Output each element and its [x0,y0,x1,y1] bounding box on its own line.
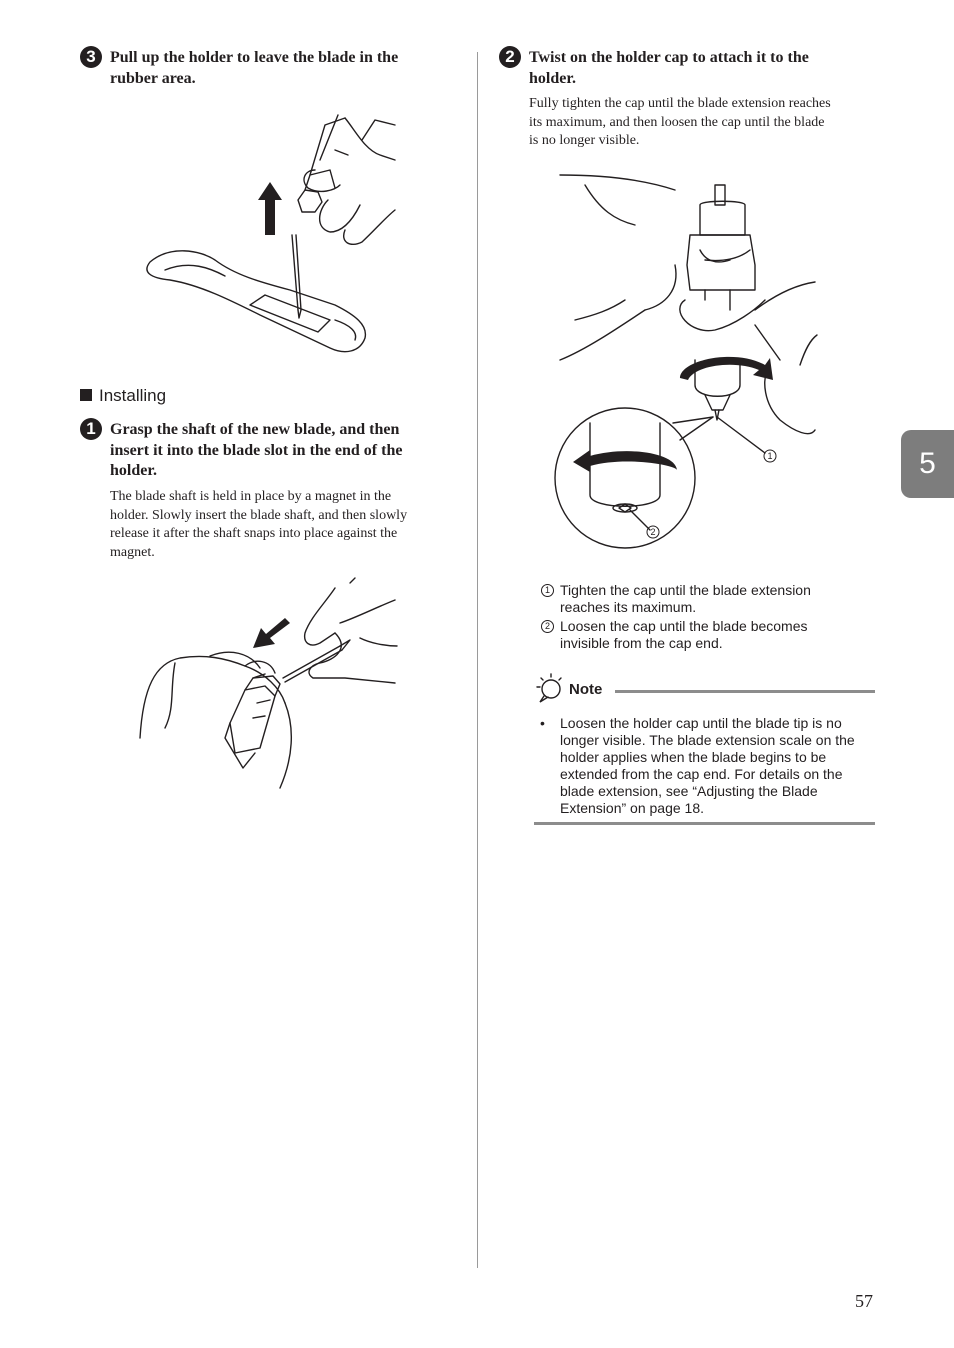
step-number-badge: 1 [80,418,102,440]
note-line: Loosen the holder cap until the blade tip is no [560,715,842,731]
body-line: its maximum, and then loosen the cap until the blade [529,114,825,130]
note-label: Note [569,681,603,698]
callout-item-2 [560,618,808,652]
section-heading [80,386,166,406]
step-title [529,48,809,89]
callout-line: Loosen the cap until the blade becomes [560,618,808,634]
note-lightbulb-icon [534,672,566,704]
note-line: blade extension, see “Adjusting the Blade [560,783,818,799]
callout-line: reaches its maximum. [560,599,697,615]
step-title [110,48,398,89]
body-line: holder. Slowly insert the blade shaft, and then slowly [110,507,408,523]
up-arrow-icon [258,182,282,235]
body-line: Fully tighten the cap until the blade extension reaches [529,96,831,111]
twist-cap-illustration [555,170,820,555]
note-line: longer visible. The blade extension scale on the [560,732,855,748]
body-line: is no longer visible. [529,133,640,148]
step-title [110,420,402,482]
step-body [529,95,831,151]
callout-number-2: 2 [541,620,554,633]
bullet-marker: • [540,715,545,731]
callout-number-1: 1 [541,584,554,597]
callout-item-1 [560,582,811,616]
callout-marker-2: 2 [650,527,656,537]
section-title: Installing [99,386,167,405]
step-title-line: Grasp the shaft of the new blade, and then [110,421,400,438]
down-left-arrow-icon [253,618,290,648]
step-title-line: insert it into the blade slot in the end of the [110,441,403,459]
step-title-line: holder. [529,69,576,87]
twist-arrow-icon [573,450,677,472]
note-text [560,715,880,817]
step-title-line: holder. [110,462,157,479]
callout-line: Tighten the cap until the blade extension [560,582,811,598]
step-title-line: Pull up the holder to leave the blade in the [110,49,399,66]
callout-marker-1: 1 [767,451,773,461]
column-divider [477,52,478,1268]
body-line: The blade shaft is held in place by a magnet in the [110,489,392,504]
note-bottom-rule [534,822,875,825]
step-title-line: Twist on the holder cap to attach it to the [529,49,809,66]
step-number-badge: 3 [80,46,102,68]
step-title-line: rubber area. [110,69,196,87]
chapter-tab[interactable]: 5 [901,430,954,498]
insert-blade-illustration [135,578,400,793]
step-number-badge: 2 [499,46,521,68]
note-line: holder applies when the blade begins to be [560,749,827,765]
note-line: extended from the cap end. For details on the [560,766,843,782]
note-line: Extension” on page 18. [560,800,704,816]
callout-line: invisible from the cap end. [560,635,723,651]
page-number: 57 [855,1291,873,1311]
section-square-icon [80,389,92,401]
twist-arrow-icon [680,357,773,380]
remove-holder-illustration [140,110,400,360]
step-body [110,488,407,562]
body-line: magnet. [110,544,155,560]
body-line: release it after the shaft snaps into place against the [110,526,398,541]
note-top-rule [615,690,875,693]
